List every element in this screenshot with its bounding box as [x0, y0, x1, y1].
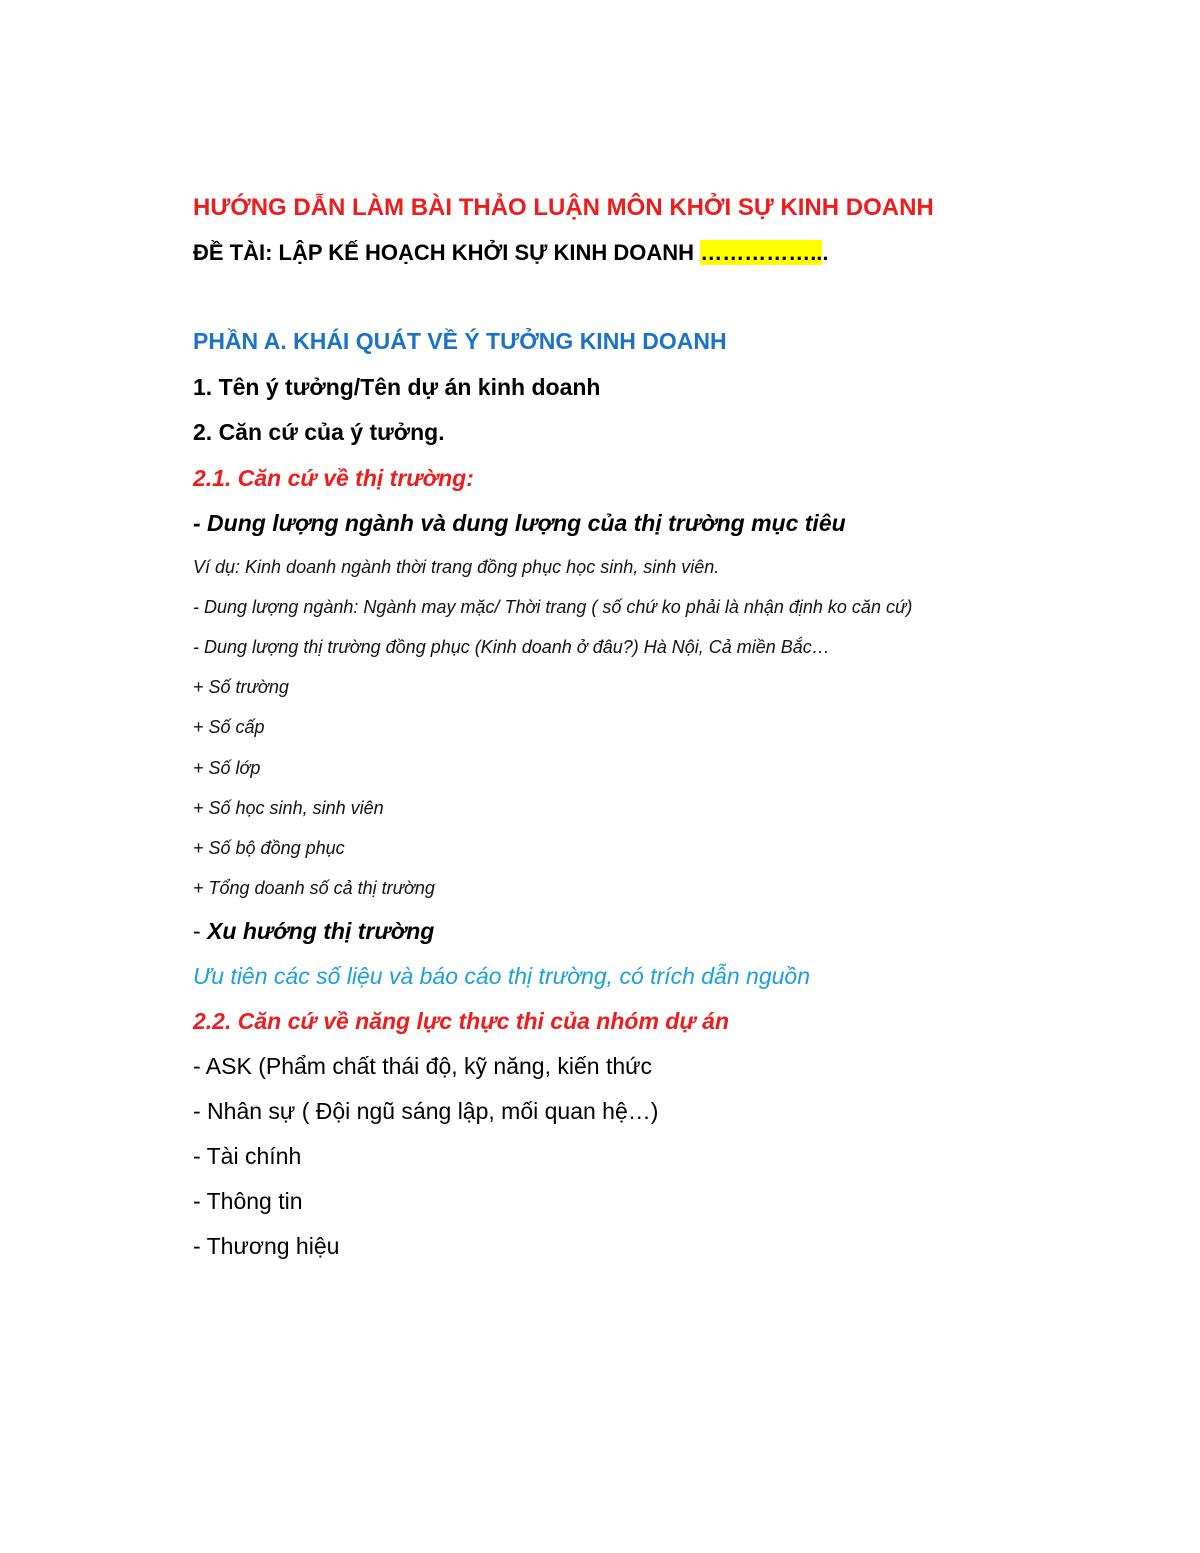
trend-line	[193, 920, 434, 943]
example-line: - Dung lượng thị trường đồng phục (Kinh doanh ở đâu?) Hà Nội, Cả miền Bắc…	[193, 637, 830, 657]
subject-blank-highlight: ……………..	[700, 240, 823, 265]
capability-item: - Tài chính	[193, 1143, 302, 1169]
example-line: Ví dụ: Kinh doanh ngành thời trang đồng phục học sinh, sinh viên.	[193, 557, 720, 577]
example-line: + Tổng doanh số cả thị trường	[193, 878, 435, 898]
capability-item: - Nhân sự ( Đội ngũ sáng lập, mối quan hệ…)	[193, 1098, 659, 1124]
example-line: + Số học sinh, sinh viên	[193, 798, 384, 818]
subject-end: .	[822, 240, 829, 265]
item-1: 1. Tên ý tưởng/Tên dự án kinh doanh	[193, 374, 601, 400]
item-2: 2. Căn cứ của ý tưởng.	[193, 419, 445, 445]
example-line: + Số lớp	[193, 758, 261, 778]
example-line: + Số trường	[193, 677, 289, 697]
example-line: + Số cấp	[193, 717, 265, 737]
capacity-heading: - Dung lượng ngành và dung lượng của thị trường mục tiêu	[193, 510, 846, 536]
trend-heading: Xu hướng thị trường	[207, 918, 435, 944]
trend-dash: -	[193, 918, 208, 944]
document-title: HƯỚNG DẪN LÀM BÀI THẢO LUẬN MÔN KHỞI SỰ KINH DOANH	[193, 194, 934, 221]
example-line: - Dung lượng ngành: Ngành may mặc/ Thời trang ( số chứ ko phải là nhận định ko căn cứ)	[193, 597, 913, 617]
source-note: Ưu tiên các số liệu và báo cáo thị trường, có trích dẫn nguồn	[193, 963, 810, 989]
example-line: + Số bộ đồng phục	[193, 838, 345, 858]
subject-line	[193, 242, 829, 264]
item-2-1-heading: 2.1. Căn cứ về thị trường:	[193, 465, 474, 491]
subject-label: ĐỀ TÀI: LẬP KẾ HOẠCH KHỞI SỰ KINH DOANH	[193, 240, 701, 265]
capability-item: - ASK (Phẩm chất thái độ, kỹ năng, kiến thức	[193, 1053, 653, 1079]
item-2-2-heading: 2.2. Căn cứ về năng lực thực thi của nhóm dự án	[193, 1008, 729, 1034]
capability-item: - Thông tin	[193, 1188, 303, 1214]
section-a-heading: PHẦN A. KHÁI QUÁT VỀ Ý TƯỞNG KINH DOANH	[193, 328, 727, 354]
capability-item: - Thương hiệu	[193, 1233, 340, 1259]
